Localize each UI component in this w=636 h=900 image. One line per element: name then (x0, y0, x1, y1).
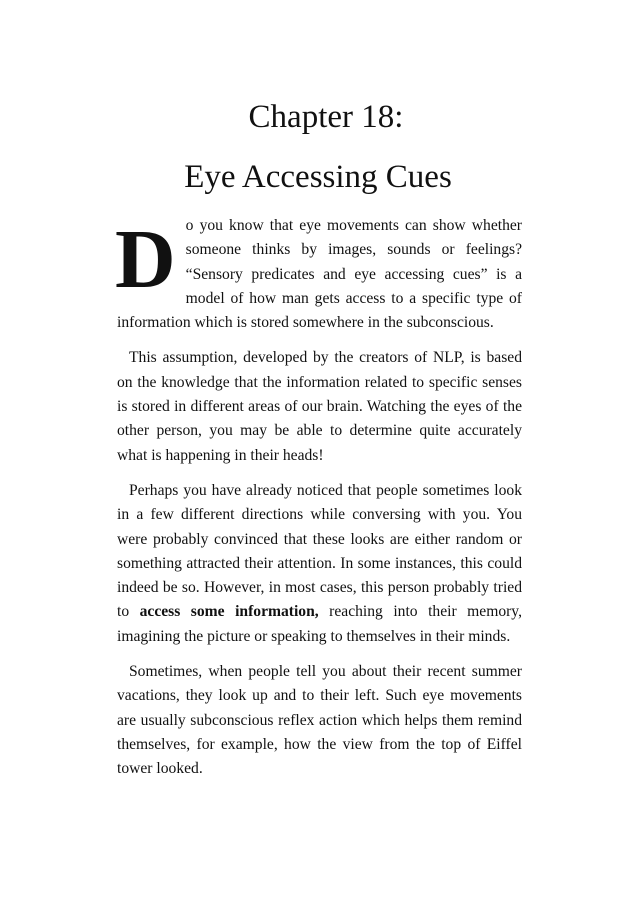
paragraph-1-text: o you know that eye movements can show whether someone thinks by images, sounds or feelings? “Sensory predicates and eye accessing cues” is a model of how man gets access to a specific type of information which is stored somewhere in the subconscious. (117, 217, 522, 332)
paragraph-1 (117, 214, 522, 335)
drop-cap-letter: D (115, 213, 176, 306)
paragraph-3-text-after: reaching into their memory, imagining the picture or speaking to themselves in their minds. (117, 603, 522, 645)
chapter-number: Chapter 18: (248, 99, 404, 135)
paragraph-3-bold-phrase: access some information, (139, 603, 319, 621)
chapter-body (117, 214, 522, 793)
chapter-title: Eye Accessing Cues (184, 159, 452, 195)
paragraph-3 (117, 479, 522, 649)
paragraph-3-text-before: Perhaps you have already noticed that people sometimes look in a few different directions while conversing with you. You were probably convinced that these looks are either random or something attracted their attention. In some instances, this could indeed be so. However, in most cases, this person probably tried to (117, 481, 522, 621)
paragraph-2: This assumption, developed by the creators of NLP, is based on the knowledge that the information related to specific senses is stored in different areas of our brain. Watching the eyes of the other person, you may be able to determine quite accurately what is happening in their heads! (117, 349, 522, 464)
paragraph-4: Sometimes, when people tell you about their recent summer vacations, they look up and to their left. Such eye movements are usually subconscious reflex action which helps them remind themselves, for example, how the view from the top of Eiffel tower looked. (117, 663, 522, 778)
